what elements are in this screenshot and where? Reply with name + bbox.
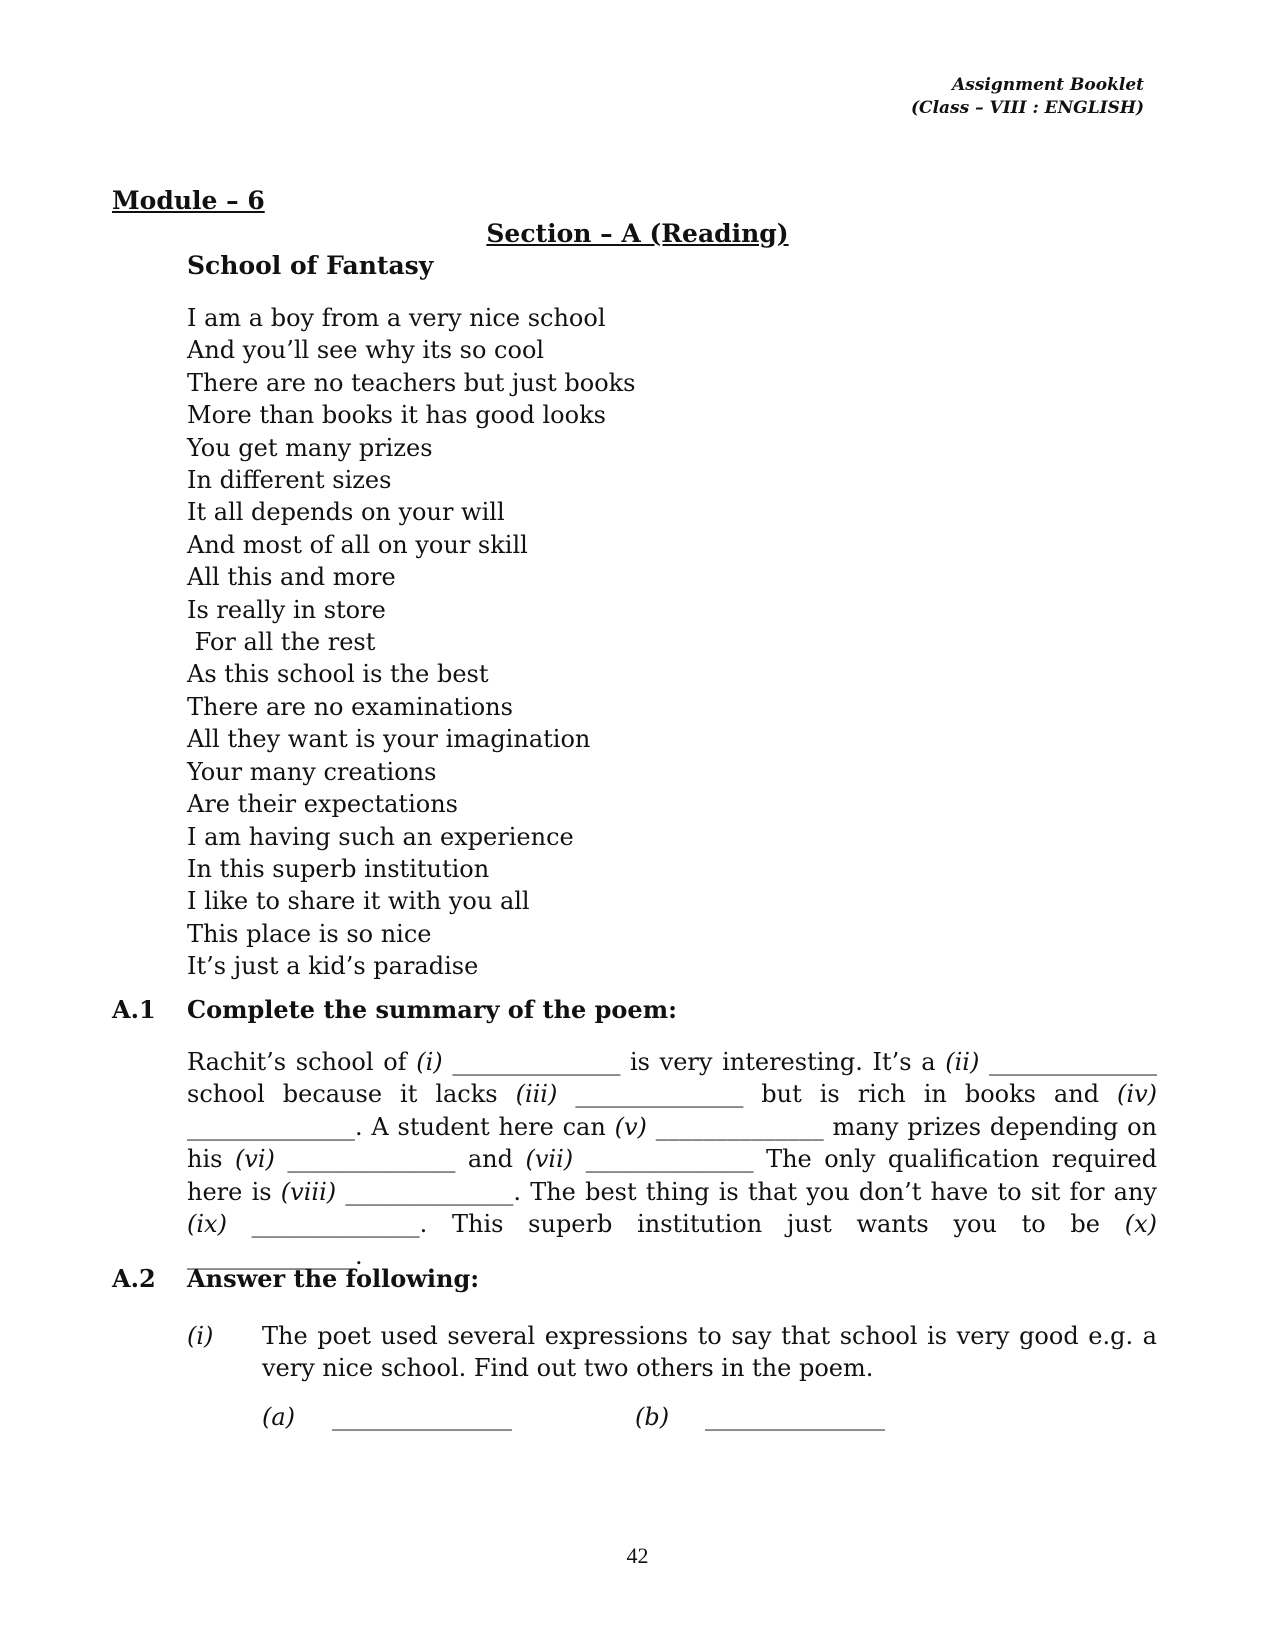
summary-text: . The best thing is that you don’t have to sit for any: [513, 1177, 1157, 1206]
header-title: Assignment Booklet: [952, 75, 1144, 95]
poem-line: I like to share it with you all: [187, 887, 530, 916]
question-heading: Answer the following:: [187, 1264, 480, 1293]
poem-line: All this and more: [187, 563, 396, 592]
section-title: Section – A (Reading): [486, 219, 789, 248]
poem-line: All they want is your imagination: [187, 725, 591, 754]
fill-blank[interactable]: ______________: [187, 1242, 355, 1271]
fill-blank[interactable]: ______________: [585, 1145, 754, 1174]
poem-line: I am having such an experience: [187, 822, 574, 851]
poem-line: This place is so nice: [187, 919, 432, 948]
sub-question-i: [187, 1320, 1157, 1385]
summary-text: but is rich in books and: [743, 1080, 1118, 1109]
fill-blank[interactable]: ______________: [988, 1048, 1157, 1076]
poem-line: And you’ll see why its so cool: [187, 336, 545, 365]
poem-line: I am a boy from a very nice school: [187, 304, 606, 332]
poem-title: School of Fantasy: [187, 251, 434, 280]
summary-text: school because it lacks: [187, 1080, 516, 1109]
booklet-header: [911, 74, 1144, 120]
poem-line: Is really in store: [187, 595, 386, 624]
summary-text: many prizes depending on his: [187, 1112, 1157, 1174]
answer-blank-a[interactable]: _______________: [332, 1403, 512, 1431]
page-number: 42: [626, 1543, 649, 1568]
poem-line: In different sizes: [187, 466, 392, 495]
poem-line: You get many prizes: [187, 433, 433, 462]
question-number: A.1: [112, 995, 156, 1024]
fill-blank[interactable]: ______________: [287, 1145, 456, 1174]
summary-text: .: [355, 1242, 363, 1271]
poem-lines: [187, 302, 636, 983]
poem-line: For all the rest: [187, 628, 376, 657]
fill-blank[interactable]: ______________: [345, 1177, 514, 1206]
blank-marker: (i): [416, 1048, 443, 1076]
fill-blank[interactable]: ______________: [655, 1112, 824, 1141]
fill-blank[interactable]: ______________: [452, 1048, 621, 1076]
question-a2-heading: [112, 1264, 479, 1293]
poem-line: More than books it has good looks: [187, 401, 606, 430]
question-a1-heading: [112, 995, 677, 1024]
summary-text: . A student here can: [355, 1112, 615, 1141]
summary-text: . This superb institution just wants you to be: [419, 1210, 1125, 1239]
answer-label-b: (b): [635, 1403, 670, 1431]
blank-marker: (vi): [234, 1145, 275, 1174]
header-class: (Class – VIII : ENGLISH): [911, 98, 1144, 118]
answer-a: [262, 1403, 512, 1431]
summary-paragraph: [187, 1046, 1157, 1273]
blank-marker: (iv): [1117, 1080, 1157, 1109]
poem-line: It all depends on your will: [187, 498, 505, 527]
blank-marker: (v): [614, 1112, 647, 1141]
poem-line: As this school is the best: [187, 660, 489, 689]
poem-line: Are their expectations: [187, 790, 458, 819]
fill-blank[interactable]: ______________: [575, 1080, 744, 1109]
poem-line: In this superb institution: [187, 854, 490, 883]
summary-text: The only qualification required here is: [187, 1145, 1158, 1206]
fill-blank[interactable]: ______________: [251, 1210, 420, 1239]
poem-line: Your many creations: [187, 757, 437, 786]
sub-question-number: (i): [187, 1322, 214, 1350]
sub-question-text: The poet used several expressions to say that school is very good e.g. a very nice school. Find out two others in the poem.: [262, 1322, 1157, 1383]
poem-line: There are no examinations: [187, 692, 513, 721]
blank-marker: (iii): [515, 1080, 558, 1109]
blank-marker: (x): [1124, 1210, 1157, 1239]
answer-blank-b[interactable]: _______________: [705, 1403, 885, 1431]
blank-marker: (vii): [525, 1145, 574, 1174]
answer-b: [635, 1403, 885, 1431]
question-number: A.2: [112, 1264, 156, 1293]
poem-line: There are no teachers but just books: [187, 368, 636, 397]
poem-line: It’s just a kid’s paradise: [187, 952, 479, 981]
answer-label-a: (a): [262, 1403, 296, 1431]
blank-marker: (ii): [945, 1048, 980, 1076]
blank-marker: (viii): [280, 1177, 337, 1206]
poem-line: And most of all on your skill: [187, 530, 528, 559]
blank-marker: (ix): [187, 1210, 227, 1239]
summary-text: and: [455, 1145, 526, 1174]
summary-text: is very interesting. It’s a: [620, 1048, 946, 1076]
question-heading: Complete the summary of the poem:: [187, 995, 677, 1024]
module-title: Module – 6: [112, 186, 265, 215]
fill-blank[interactable]: ______________: [187, 1112, 355, 1141]
summary-text: Rachit’s school of: [187, 1048, 417, 1076]
